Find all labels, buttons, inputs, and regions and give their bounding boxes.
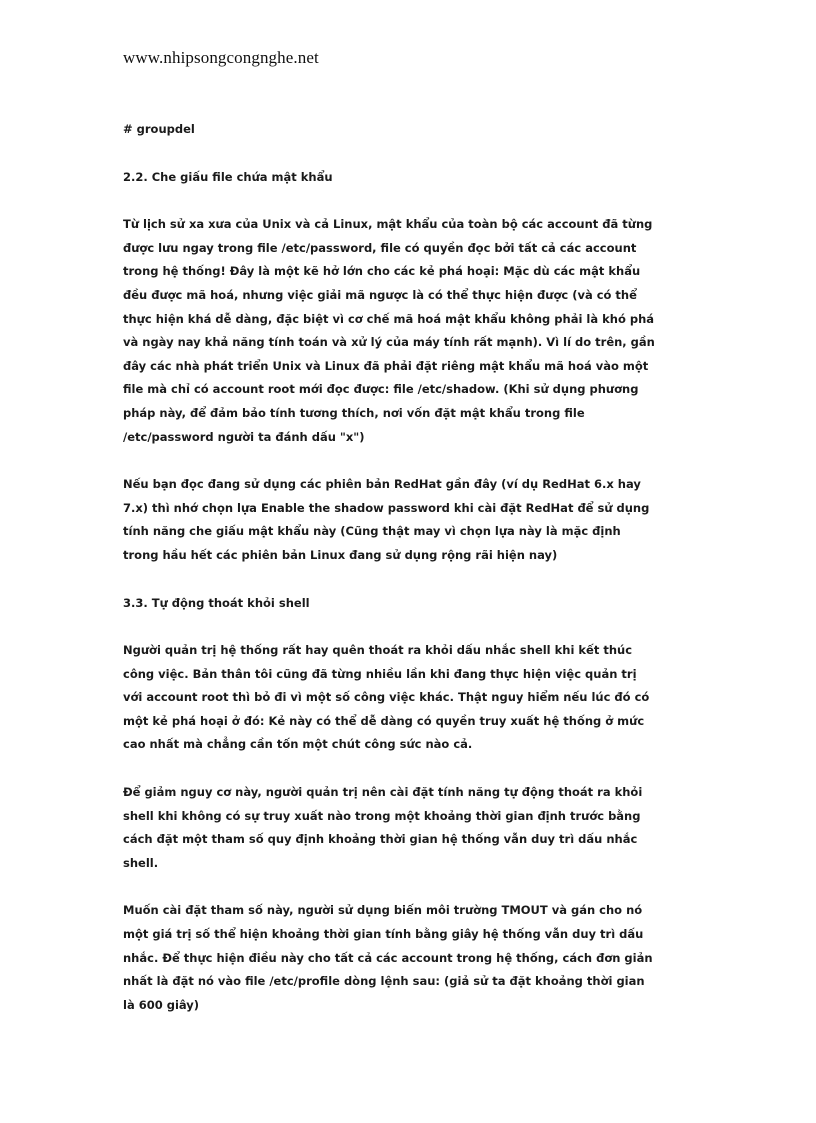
text-line: Để giảm nguy cơ này, người quản trị nên cài đặt tính năng tự động thoát ra khỏi <box>123 785 643 800</box>
paragraph-redhat-shadow <box>123 473 698 567</box>
text-line: được lưu ngay trong file /etc/password, file có quyền đọc bởi tất cả các account <box>123 240 637 255</box>
text-line: một giá trị số thể hiện khoảng thời gian tính bằng giây hệ thống vẫn duy trì dấu <box>123 927 644 942</box>
text-line: thực hiện khá dễ dàng, đặc biệt vì cơ chế mã hoá mật khẩu không phải là khó phá <box>123 311 655 326</box>
site-url-header: www.nhipsongcongnghe.net <box>123 48 319 67</box>
text-line: là 600 giây) <box>123 997 200 1012</box>
paragraph-shadow-history <box>123 213 698 449</box>
text-line: Muốn cài đặt tham số này, người sử dụng biến môi trường TMOUT và gán cho nó <box>123 903 643 918</box>
text-line: trong hầu hết các phiên bản Linux đang sử dụng rộng rãi hiện nay) <box>123 547 558 562</box>
text-line: cao nhất mà chẳng cần tốn một chút công sức nào cả. <box>123 737 473 752</box>
paragraph-tmout <box>123 899 698 1017</box>
text-line: cách đặt một tham số quy định khoảng thời gian hệ thống vẫn duy trì dấu nhắc <box>123 832 638 847</box>
text-line: đây các nhà phát triển Unix và Linux đã phải đặt riêng mật khẩu mã hoá vào một <box>123 358 649 373</box>
section-heading-2-2: 2.2. Che giấu file chứa mật khẩu <box>123 169 333 184</box>
text-line: shell khi không có sự truy xuất nào trong một khoảng thời gian định trước bằng <box>123 808 641 823</box>
paragraph-auto-logout <box>123 781 698 875</box>
text-line: với account root thì bỏ đi vì một số công việc khác. Thật nguy hiểm nếu lúc đó có <box>123 690 650 705</box>
text-line: Người quản trị hệ thống rất hay quên thoát ra khỏi dấu nhắc shell khi kết thúc <box>123 643 633 658</box>
text-line: /etc/password người ta đánh dấu "x") <box>123 429 365 444</box>
text-line: một kẻ phá hoại ở đó: Kẻ này có thể dễ dàng có quyền truy xuất hệ thống ở mức <box>123 713 645 728</box>
text-line: Nếu bạn đọc đang sử dụng các phiên bản RedHat gần đây (ví dụ RedHat 6.x hay <box>123 477 641 492</box>
text-line: pháp này, để đảm bảo tính tương thích, nơi vốn đặt mật khẩu trong file <box>123 405 585 420</box>
text-line: nhất là đặt nó vào file /etc/profile dòng lệnh sau: (giả sử ta đặt khoảng thời gian <box>123 974 645 989</box>
text-line: nhắc. Để thực hiện điều này cho tất cả các account trong hệ thống, cách đơn giản <box>123 950 653 965</box>
text-line: 7.x) thì nhớ chọn lựa Enable the shadow password khi cài đặt RedHat để sử dụng <box>123 500 650 515</box>
text-line: shell. <box>123 855 159 870</box>
document-body <box>123 118 698 1041</box>
text-line: công việc. Bản thân tôi cũng đã từng nhiều lần khi đang thực hiện việc quản trị <box>123 666 637 681</box>
paragraph-forget-logout <box>123 639 698 757</box>
text-line: và ngày nay khả năng tính toán và xử lý của máy tính rất mạnh). Vì lí do trên, gần <box>123 335 655 350</box>
section-heading-3-3: 3.3. Tự động thoát khỏi shell <box>123 595 310 610</box>
text-line: tính năng che giấu mật khẩu này (Cũng thật may vì chọn lựa này là mặc định <box>123 524 621 539</box>
command-line: # groupdel <box>123 122 195 136</box>
text-line: Từ lịch sử xa xưa của Unix và cả Linux, mật khẩu của toàn bộ các account đã từng <box>123 217 653 232</box>
text-line: đều được mã hoá, nhưng việc giải mã ngược là có thể thực hiện được (và có thể <box>123 287 637 302</box>
text-line: file mà chỉ có account root mới đọc được: file /etc/shadow. (Khi sử dụng phương <box>123 382 639 397</box>
text-line: trong hệ thống! Đây là một kẽ hở lớn cho các kẻ phá hoại: Mặc dù các mật khẩu <box>123 264 641 279</box>
